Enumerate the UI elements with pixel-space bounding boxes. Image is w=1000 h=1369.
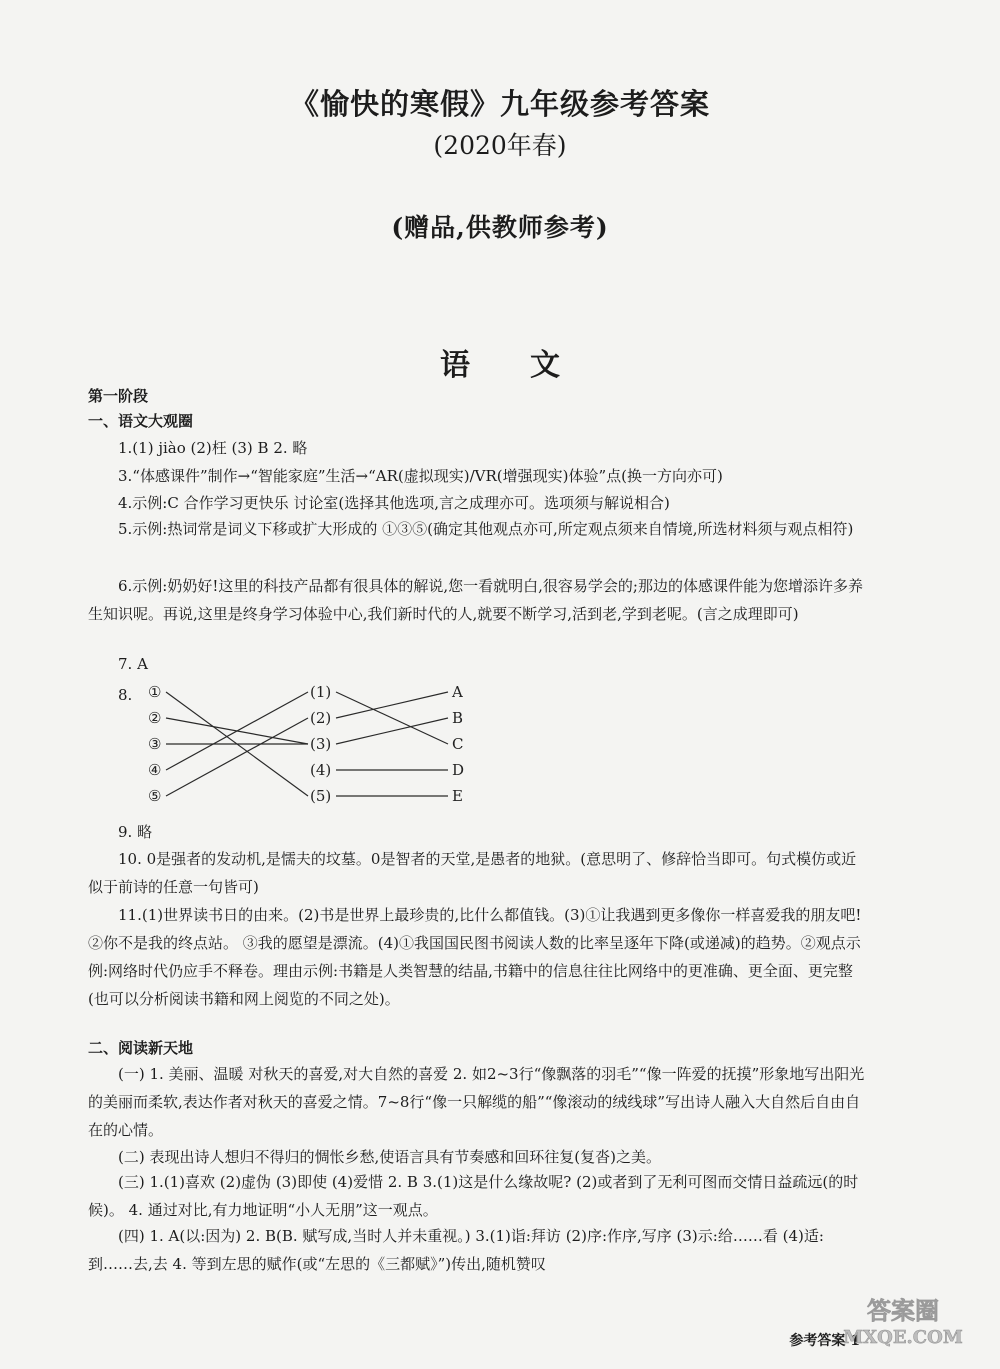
left-item-4: ④ [148,761,162,779]
mid-item-4: (4) [310,761,332,779]
mid-item-2: (2) [310,709,332,727]
right-item-5: E [452,787,463,805]
right-item-1: A [452,683,463,701]
left-item-2: ② [148,709,162,727]
question-9: 9. 略 [118,823,153,841]
left-item-1: ① [148,683,162,701]
watermark-logo [828,1291,978,1351]
question-8-label: 8. [118,686,133,704]
subject-heading: 语文 [440,348,620,383]
question-7: 7. A [118,655,148,673]
connect-left-mid-4 [166,692,308,770]
question-1: 1.(1) jiào (2)枉 (3) B 2. 略 [118,439,308,457]
question-10: 10. 0是强者的发动机,是懦夫的坟墓。0是智者的天堂,是愚者的地狱。(意思明了、修辞恰当即可。句式模仿或近似于前诗的任意一句皆可) [88,850,857,896]
question-8-matching-diagram [140,680,480,816]
question-4: 4.示例:C 合作学习更快乐 讨论室(选择其他选项,言之成理亦可。选项须与解说相合) [118,494,670,512]
reading-part-1: (一) 1. 美丽、温暖 对秋天的喜爱,对大自然的喜爱 2. 如2~3行“像飘落的羽毛”“像一阵爱的抚摸”形象地写出阳光的美丽而柔软,表达作者对秋天的喜爱之情。7~8行“像一只解缆的船”“像滚动的绒线球”写出诗人融入大自然后自由自在的心情。 [88,1065,865,1139]
right-item-2: B [452,709,464,727]
gift-note: (赠品,供教师参考) [391,213,609,242]
section1-heading: 一、语文大观圈 [88,412,194,430]
reading-part-4: (四) 1. A(以:因为) 2. B(B. 赋写成,当时人并未重视。) 3.(1)诣:拜访 (2)序:作序,写序 (3)示:给……看 (4)适:到……去,去 4. 等到左思的赋作(或“左思的《三都赋》”)传出,随机赞叹 [88,1227,824,1273]
left-item-3: ③ [148,735,162,753]
watermark-line-1: 答案圈 [867,1296,939,1325]
right-item-3: C [452,735,464,753]
question-11: 11.(1)世界读书日的由来。(2)书是世界上最珍贵的,比什么都值钱。(3)①让我遇到更多像你一样喜爱我的朋友吧! ②你不是我的终点站。 ③我的愿望是漂流。(4)①我国国民图书阅读人数的比率呈逐年下降(或递减)的趋势。②观点示例:网络时代仍应手不释卷。理由示例:书籍是人类智慧的结晶,书籍中的信息往往比网络中的更准确、更全面、更完整(也可以分析阅读书籍和网上阅览的不同之处)。 [88,906,862,1008]
mid-item-5: (5) [310,787,332,805]
connect-mid-right-3 [336,718,448,744]
section2-heading: 二、阅读新天地 [88,1039,194,1057]
question-3: 3.“体感课件”制作→“智能家庭”生活→“AR(虚拟现实)/VR(增强现实)体验”点(换一方向亦可) [118,467,723,485]
mid-item-1: (1) [310,683,332,701]
connect-mid-right-2 [336,692,448,718]
stage-heading: 第一阶段 [88,387,149,405]
reading-part-3: (三) 1.(1)喜欢 (2)虚伪 (3)即使 (4)爱惜 2. B 3.(1)这是什么缘故呢? (2)或者到了无利可图而交情日益疏远(的时候)。 4. 通过对比,有力地证明“小人无朋”这一观点。 [88,1173,859,1219]
reading-part-2: (二) 表现出诗人想归不得归的惆怅乡愁,使语言具有节奏感和回环往复(复沓)之美。 [118,1148,661,1166]
left-item-5: ⑤ [148,787,162,805]
watermark-line-2: MXQE.COM [843,1327,963,1348]
connect-left-mid-5 [166,718,308,796]
question-6: 6.示例:奶奶好!这里的科技产品都有很具体的解说,您一看就明白,很容易学会的;那边的体感课件能为您增添许多养生知识呢。再说,这里是终身学习体验中心,我们新时代的人,就要不断学习,活到老,学到老呢。(言之成理即可) [88,577,863,623]
question-5: 5.示例:热词常是词义下移或扩大形成的 ①③⑤(确定其他观点亦可,所定观点须来自情境,所选材料须与观点相符) [118,520,854,538]
right-item-4: D [452,761,465,779]
document-year: (2020年春) [433,131,567,160]
connect-mid-right-1 [336,692,448,744]
document-title: 《愉快的寒假》九年级参考答案 [289,87,710,121]
page-footer: 参考答案 1 [789,1333,860,1349]
mid-item-3: (3) [310,735,332,753]
